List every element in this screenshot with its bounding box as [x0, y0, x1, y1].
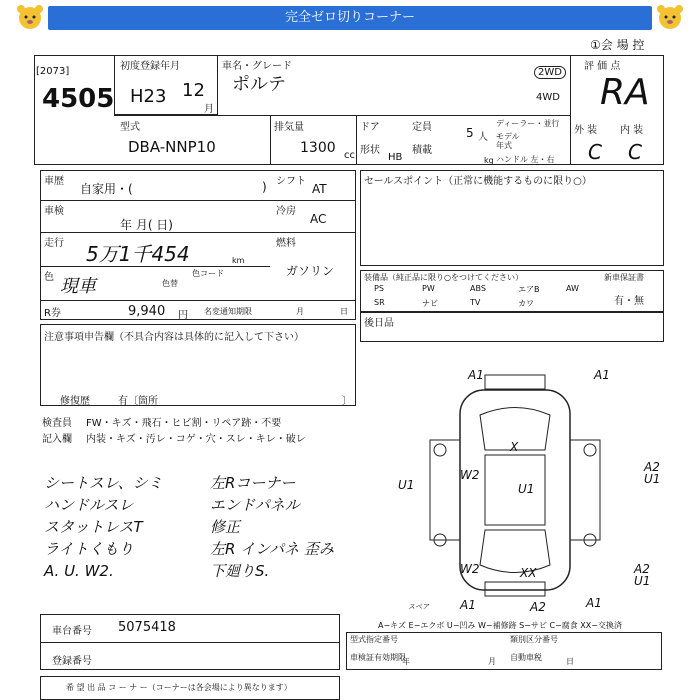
model-label: モデル: [496, 132, 520, 141]
damage-marks: [390, 360, 661, 614]
handwritten-line: ハンドルスレ: [44, 496, 134, 514]
recycle-value: 9,940: [128, 304, 166, 319]
first-reg-label: 初度登録年月: [120, 61, 180, 72]
damage-mark: A1: [468, 368, 484, 382]
inspector-label: 検査員: [42, 418, 72, 429]
shift-label: シフト: [276, 176, 306, 187]
damage-mark: U1: [398, 478, 415, 492]
year-label: 年式: [496, 141, 512, 150]
handwritten-line: シートスレ、シミ: [44, 474, 163, 492]
capacity-label: 定員: [412, 122, 432, 133]
damage-legend: A−キズ E−エクボ U−凹み W−補修跡 S−サビ C−腐食 XX−交換済: [378, 621, 622, 630]
fuel-value: ガソリン: [286, 264, 335, 278]
mileage-unit: km: [232, 256, 245, 265]
damage-mark: A1: [586, 596, 602, 610]
bear-mascot-right-icon: [654, 3, 686, 31]
shape-label: 形状: [360, 145, 380, 156]
header-bar: [0, 0, 700, 34]
repair-label: 修復歴: [60, 396, 90, 407]
equipment-item: ナビ: [422, 299, 438, 308]
lot-prefix: [2073]: [36, 66, 70, 77]
mileage-value: 5万1千454: [86, 242, 190, 266]
bear-mascot-left-icon: [14, 3, 46, 31]
period-day: 日: [566, 657, 574, 666]
car-name-value: ポルテ: [232, 74, 286, 95]
first-reg-month: 12: [182, 80, 205, 101]
record-items: 内装・キズ・汚レ・コゲ・穴・スレ・キレ・破レ: [86, 434, 306, 445]
damage-mark: X: [510, 440, 519, 454]
drive-4wd: 4WD: [536, 92, 560, 103]
load-unit: kg: [484, 156, 494, 165]
handwritten-line: スタットレスT: [44, 518, 143, 536]
car-name-label: 車名・グレード: [222, 61, 292, 72]
inspector-items: FW・キズ・飛石・ヒビ割・リペア跡・不要: [86, 418, 282, 429]
lot-number: 4505: [42, 84, 115, 114]
damage-mark: A2: [644, 460, 660, 474]
color-code-label: 色コード: [192, 269, 224, 278]
handwritten-line: ライトくもり: [44, 540, 134, 558]
rear-items-label: 後日品: [364, 318, 394, 329]
recycle-label: R券: [44, 308, 61, 319]
shift-value: AT: [312, 182, 327, 196]
chassis-label: 車台番号: [52, 626, 92, 637]
period-year: 年: [402, 657, 410, 666]
warranty-value: 有・無: [614, 296, 644, 307]
load-label: 積載: [412, 145, 432, 156]
warranty-label: 新車保証書: [604, 273, 644, 282]
history-label: 車歴: [44, 176, 64, 187]
damage-mark: A1: [594, 368, 610, 382]
name-change-label: 名変通知期限: [204, 307, 252, 316]
form-number-label: 型式指定番号: [350, 635, 398, 644]
displacement-value: 1300: [300, 140, 336, 156]
handwritten-line: A. U. W2.: [44, 562, 114, 580]
damage-mark: スペア: [408, 603, 429, 611]
chassis-value: 5075418: [118, 620, 176, 635]
displacement-label: 排気量: [274, 122, 304, 133]
grade-value: RA: [600, 72, 650, 113]
handwritten-notes-right: [210, 472, 334, 582]
fuel-label: 燃料: [276, 238, 296, 249]
model-type-label: 型式: [120, 122, 140, 133]
inspection-value: 年 月( 日): [120, 218, 173, 232]
handwritten-line: 下廻りS.: [210, 562, 270, 580]
damage-mark: A2: [530, 600, 546, 614]
damage-mark: W2: [460, 468, 480, 482]
displacement-unit: cc: [344, 150, 355, 161]
desired-corner-label: 希 望 出 品 コ ー ナ ー（コーナーは各会場により異なります）: [66, 683, 292, 692]
color-change-label: 色替: [162, 279, 178, 288]
shape-value: HB: [388, 152, 403, 163]
damage-mark: W2: [460, 562, 480, 576]
door-label: ドア: [360, 122, 380, 133]
handwritten-line: 修正: [210, 518, 241, 536]
history-close: ): [262, 180, 267, 194]
handwritten-line: 左R インパネ 歪み: [210, 540, 334, 558]
grade-label: 評 価 点: [584, 61, 621, 72]
exterior-label: 外 装: [574, 125, 598, 136]
repair-value: 有〔箇所: [118, 396, 158, 407]
color-label: 色: [44, 272, 54, 283]
banner-title: 完全ゼロ切りコーナー: [48, 6, 652, 30]
equipment-item: TV: [470, 298, 481, 307]
ac-value: AC: [310, 212, 327, 226]
capacity-value: 5: [466, 126, 474, 140]
history-value: 自家用・(: [80, 182, 133, 196]
equipment-item: SR: [374, 298, 385, 307]
rear-items-frame: [360, 312, 664, 342]
equipment-item: PW: [422, 284, 435, 293]
equipment-item: カワ: [518, 299, 534, 308]
interior-value: C: [628, 140, 642, 164]
drive-2wd: 2WD: [534, 66, 566, 79]
damage-mark: U1: [644, 472, 661, 486]
recycle-unit: 円: [178, 310, 188, 321]
damage-mark: A2: [634, 562, 650, 576]
registration-label: 登録番号: [52, 656, 92, 667]
first-reg-suffix: 月: [204, 104, 214, 115]
handwritten-notes-left: [44, 472, 163, 582]
record-label: 記入欄: [42, 434, 72, 445]
exterior-value: C: [588, 140, 602, 164]
equipment-item: エアB: [518, 285, 540, 294]
name-change-month: 月: [296, 307, 304, 316]
ac-label: 冷房: [276, 206, 296, 217]
damage-mark: A1: [460, 598, 476, 612]
first-reg-era: H23: [130, 86, 167, 107]
sales-point-label: セールスポイント（正常に機能するものに限り○）: [364, 176, 592, 187]
handwritten-line: 左Rコーナー: [210, 474, 296, 492]
equipment-item: ABS: [470, 284, 486, 293]
model-type-value: DBA-NNP10: [128, 138, 216, 156]
damage-mark: XX: [520, 566, 537, 580]
damage-mark: U1: [518, 482, 535, 496]
venue-copy-label: ①会 場 控: [590, 38, 645, 52]
period-month: 月: [488, 657, 496, 666]
notes-label: 注意事項申告欄（不具合内容は具体的に記入して下さい）: [44, 332, 304, 343]
equipment-items: [364, 284, 604, 312]
equipment-item: PS: [374, 284, 384, 293]
period-label: 車検証有効期限: [350, 653, 406, 662]
handwritten-line: エンドパネル: [210, 496, 300, 514]
tax-label: 自動車税: [510, 653, 542, 662]
equipment-item: AW: [566, 284, 579, 293]
equipment-label: 装備品（純正品に限り○をつけてください）: [364, 273, 523, 282]
mileage-label: 走行: [44, 238, 64, 249]
handle-label: ハンドル 左・右: [496, 155, 555, 164]
capacity-unit: 人: [478, 132, 488, 143]
interior-label: 内 装: [620, 125, 644, 136]
class-number-label: 類別区分番号: [510, 635, 558, 644]
damage-mark: U1: [634, 574, 651, 588]
color-value: 現車: [60, 276, 96, 297]
dealer-label: ディーラー・並行: [496, 119, 560, 128]
inspection-label: 車検: [44, 206, 64, 217]
repair-close: 〕: [342, 396, 352, 407]
name-change-day: 日: [340, 307, 348, 316]
